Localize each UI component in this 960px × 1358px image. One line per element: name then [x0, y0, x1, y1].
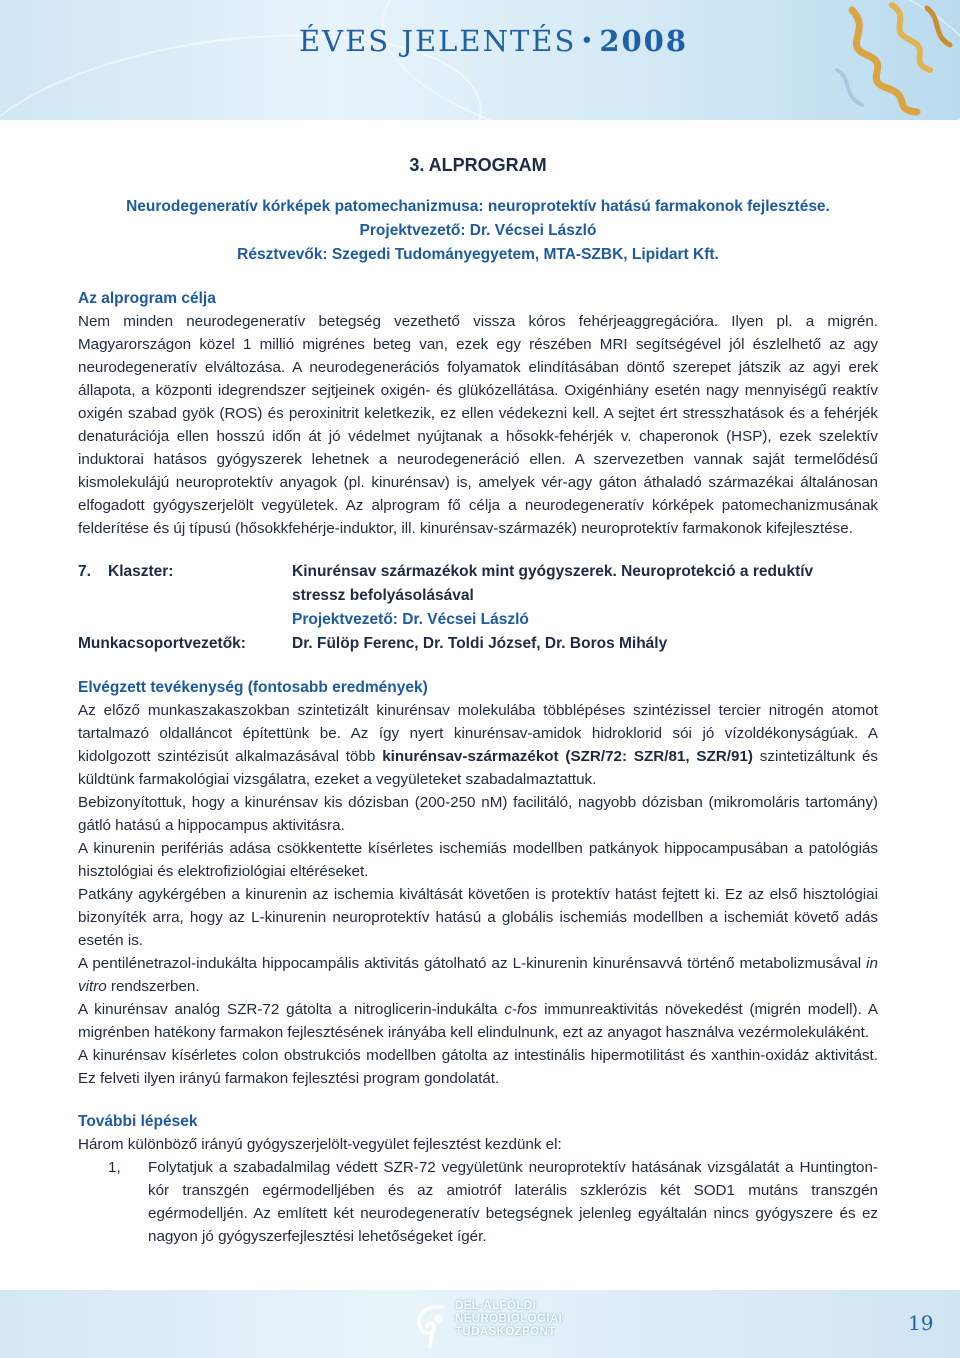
done-p6-text-end: immunreaktivitás növekedést (migrén modell). A migrénben hatékony farmakon fejlesztésének irányába kell elindulnunk, ezt az anyagot használva vezérmolekuláként.	[78, 1001, 878, 1041]
neuron-logo-icon	[412, 1301, 450, 1349]
next-steps-intro: Három különböző irányú gyógyszerjelölt-vegyület fejlesztést kezdünk el:	[78, 1136, 562, 1153]
cluster-block	[78, 560, 878, 656]
done-p5-text-end: rendszerben.	[106, 978, 200, 995]
report-title-text: ÉVES JELENTÉS	[299, 24, 577, 58]
done-p1-compounds: kinurénsav-származékot (SZR/72: SZR/81, SZR/91)	[382, 748, 753, 765]
done-paragraph-7: A kinurénsav kísérletes colon obstrukciós modellben gátolta az intestinális hipermotilitást és xanthin-oxidáz aktivitást. Ez felveti ilyen irányú farmakon fejlesztési program gondolatát.	[78, 1047, 878, 1087]
cluster-title-line-1: Kinurénsav származékok mint gyógyszerek. Neuroprotekció a reduktív	[292, 563, 814, 580]
protein-structure-image	[832, 0, 960, 118]
cluster-leaders-label: Munkacsoportvezetők:	[78, 635, 246, 652]
page-content	[78, 140, 878, 1248]
report-title	[299, 24, 688, 58]
done-p6-text: A kinurénsav analóg SZR-72 gátolta a nitroglicerin-indukálta	[78, 1001, 505, 1018]
program-project-leader: Projektvezető: Dr. Vécsei László	[359, 222, 597, 239]
done-heading: Elvégzett tevékenység (fontosabb eredmények)	[78, 679, 428, 696]
next-steps-heading: További lépések	[78, 1113, 198, 1130]
program-title: Neurodegeneratív kórképek patomechanizmusa: neuroprotektív hatású farmakonok fejlesztése.	[126, 198, 830, 215]
list-item-text: Folytatjuk a szabadalmilag védett SZR-72 vegyületünk neuroprotektív hatásának vizsgálatát a Huntington-kór transzgén egérmodelljében és az amiotróf laterális szklerózis két SOD1 mutáns transzgén egérmodelljén. Az említett két neurodegeneratív betegségnek jelenleg egyáltalán nincs gyógyszere és ez nagyon jó gyógyszerfejlesztési lehetőségeket ígér.	[148, 1159, 878, 1245]
logo-line-2: NEUROBIOLOGIAI	[455, 1313, 563, 1325]
cluster-title-line-2: stressz befolyásolásával	[292, 587, 474, 604]
goal-paragraph: Nem minden neurodegeneratív betegség vezethető vissza kóros fehérjeaggregációra. Ilyen pl. a migrén. Magyarországon közel 1 millió migrénes beteg van, ezek egy részében MRI segítségével jól észlelhető az agy neurodegeneratív elváltozása. A neurodegenerációs folyamatok elindításában döntő szerepet játszik az agyi erek állapota, a központi idegrendszer sejtjeinek oxigén- és glükózellátása. Oxigénhiány esetén nagy mennyiségű reaktív oxigén szabad gyök (ROS) és peroxinitrit keletkezik, ez ellen védekezni kell. A sejtet ért stresszhatások és a fehérjék denaturációja ellen hosszú időn át jó védelmet nyújtanak a hősokk-fehérjék v. chaperonok (HSP), ezek szelektív induktorai hatásos gyógyszerek lehetnek a neurodegeneráció ellen. A szervezetben vannak saját termelődésű kismolekulájú neuroprotektív anyagok (pl. kinurénsav) is, amelyek vér-agy gáton áthaladó származékai általánosan elfogadott gyógyszerjelölt vegyületek. Az alprogram fő célja a neurodegeneratív kórképek patomechanizmusának felderítése és új típusú (hősokkfehérje-induktor, ill. kinurénsav-származék) neuroprotektív farmakonok kifejlesztése.	[78, 313, 878, 537]
report-year: 2008	[599, 24, 689, 58]
page-number: 19	[908, 1311, 934, 1335]
done-p5-italic: in vitro	[78, 955, 878, 995]
page-footer	[0, 1290, 960, 1358]
cluster-project-leader: Projektvezető: Dr. Vécsei László	[292, 611, 529, 628]
done-paragraph-2: Bebizonyítottuk, hogy a kinurénsav kis dózisban (200-250 nM) facilitáló, nagyobb dózisban (mikromoláris tartomány) gátló hatású a hippocampus aktivitásra.	[78, 794, 878, 834]
done-paragraph-4: Patkány agykérgében a kinurenin az ischemia kiváltását követően is protektív hatást fejtett ki. Ez az első hisztológiai bizonyíték arra, hogy az L-kinurenin neuroprotektív hatású a globális ischemiás modellben a ischemiát követő adás esetén is.	[78, 886, 878, 949]
logo-line-1: DÉL-ALFÖLDI	[455, 1300, 537, 1312]
goal-heading: Az alprogram célja	[78, 290, 216, 307]
cluster-label: Klaszter:	[108, 563, 174, 580]
done-p1-text: Az előző munkaszakaszokban szintetizált kinurénsav molekulába többlépéses szintézissel tercier nitrogén atomot tartalmazó oldalláncot építettünk be. Az így nyert kinurénsav-amidok hidroklorid sói jó vízoldékonyságúak. A kidolgozott szintézisút alkalmazásával több	[78, 702, 878, 765]
list-item-number: 1,	[108, 1159, 121, 1176]
done-p1-text-end: szintetizáltunk és küldtünk farmakológiai vizsgálatra, ezeket a vegyületeket szabadalmaztattuk.	[78, 748, 879, 788]
done-p5-text: A pentilénetrazol-indukálta hippocampális aktivitás gátolható az L-kinurenin kinurénsavvá történő metabolizmusával	[78, 955, 867, 972]
done-paragraph-1	[78, 699, 878, 791]
done-paragraph-6	[78, 998, 878, 1044]
program-participants: Résztvevők: Szegedi Tudományegyetem, MTA-SZBK, Lipidart Kft.	[237, 246, 719, 263]
done-p6-italic: c-fos	[504, 1001, 538, 1018]
page-header	[0, 0, 960, 120]
done-paragraph-5	[78, 952, 878, 998]
title-bullet: •	[580, 29, 596, 54]
logo-line-3: TUDÁSKÖZPONT	[455, 1326, 556, 1338]
done-paragraph-3: A kinurenin perifériás adása csökkentette kísérletes ischemiás modellben patkányok hippocampusában a patológiás hisztológiai és elektrofiziológiai eltéréseket.	[78, 840, 878, 880]
cluster-leaders: Dr. Fülöp Ferenc, Dr. Toldi József, Dr. Boros Mihály	[292, 635, 668, 652]
cluster-number: 7.	[78, 563, 91, 580]
program-heading: 3. ALPROGRAM	[409, 155, 547, 175]
next-steps-list-item	[108, 1156, 878, 1248]
institution-logo-text	[455, 1300, 562, 1339]
